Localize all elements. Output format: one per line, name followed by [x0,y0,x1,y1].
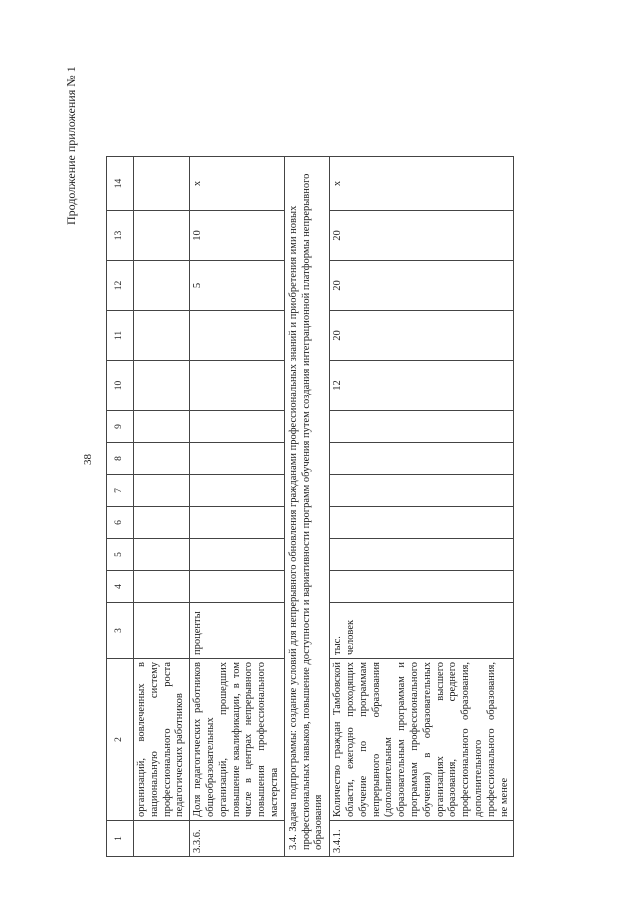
indicator-cell: Доля педагогических работников общеобразовательных организаций, прошедших повышение квалификации, в том числе в центрах непрерывного повышения профессионального мастерства [190,659,285,821]
header-cell: 11 [107,311,134,361]
indicator-cell: организаций, вовлеченных в национальную систему профессионального роста педагогических работников [134,659,190,821]
indicator-cell: Количество граждан Тамбовской области, ежегодно проходящих обучение по программам непрерывного образования (дополнительным образовательным программам и программам профессионального обучения) в образовательных организациях высшего образования, среднего профессионального образования, дополнительного профессионального образования, не менее [330,659,514,821]
table-row-continuation [134,157,190,857]
header-cell: 2 [107,659,134,821]
table-row-3-4-1 [330,157,514,857]
table-row-3-3-6 [190,157,285,857]
data-table [106,156,514,857]
header-cell: 8 [107,443,134,475]
header-cell: 4 [107,571,134,603]
header-cell: 13 [107,211,134,261]
header-cell: 7 [107,475,134,507]
value-cell: х [190,157,285,211]
value-cell: 20 [330,211,514,261]
value-cell: 10 [190,211,285,261]
header-cell: 5 [107,539,134,571]
row-number: 3.3.6. [190,821,285,857]
task-heading: 3.4. Задача подпрограммы: создание условий для непрерывного обновления гражданами профессиональных знаний и приобретения ими новых профессиональных навыков, повышение доступности и вариативности программ обучения путем создания интеграционной платформы непрерывного образования [284,157,329,857]
value-cell: 12 [330,361,514,411]
value-cell: х [330,157,514,211]
appendix-caption: Продолжение приложения № 1 [64,66,78,225]
header-cell: 1 [107,821,134,857]
header-cell: 6 [107,507,134,539]
header-row [107,157,134,857]
value-cell: 5 [190,261,285,311]
unit-cell: тыс. человек [330,603,514,659]
unit-cell: проценты [190,603,285,659]
header-cell: 9 [107,411,134,443]
task-row [284,157,329,857]
header-cell: 10 [107,361,134,411]
value-cell: 20 [330,311,514,361]
header-cell: 12 [107,261,134,311]
header-cell: 14 [107,157,134,211]
page-number: 38 [82,454,94,465]
row-number: 3.4.1. [330,821,514,857]
value-cell: 20 [330,261,514,311]
header-cell: 3 [107,603,134,659]
